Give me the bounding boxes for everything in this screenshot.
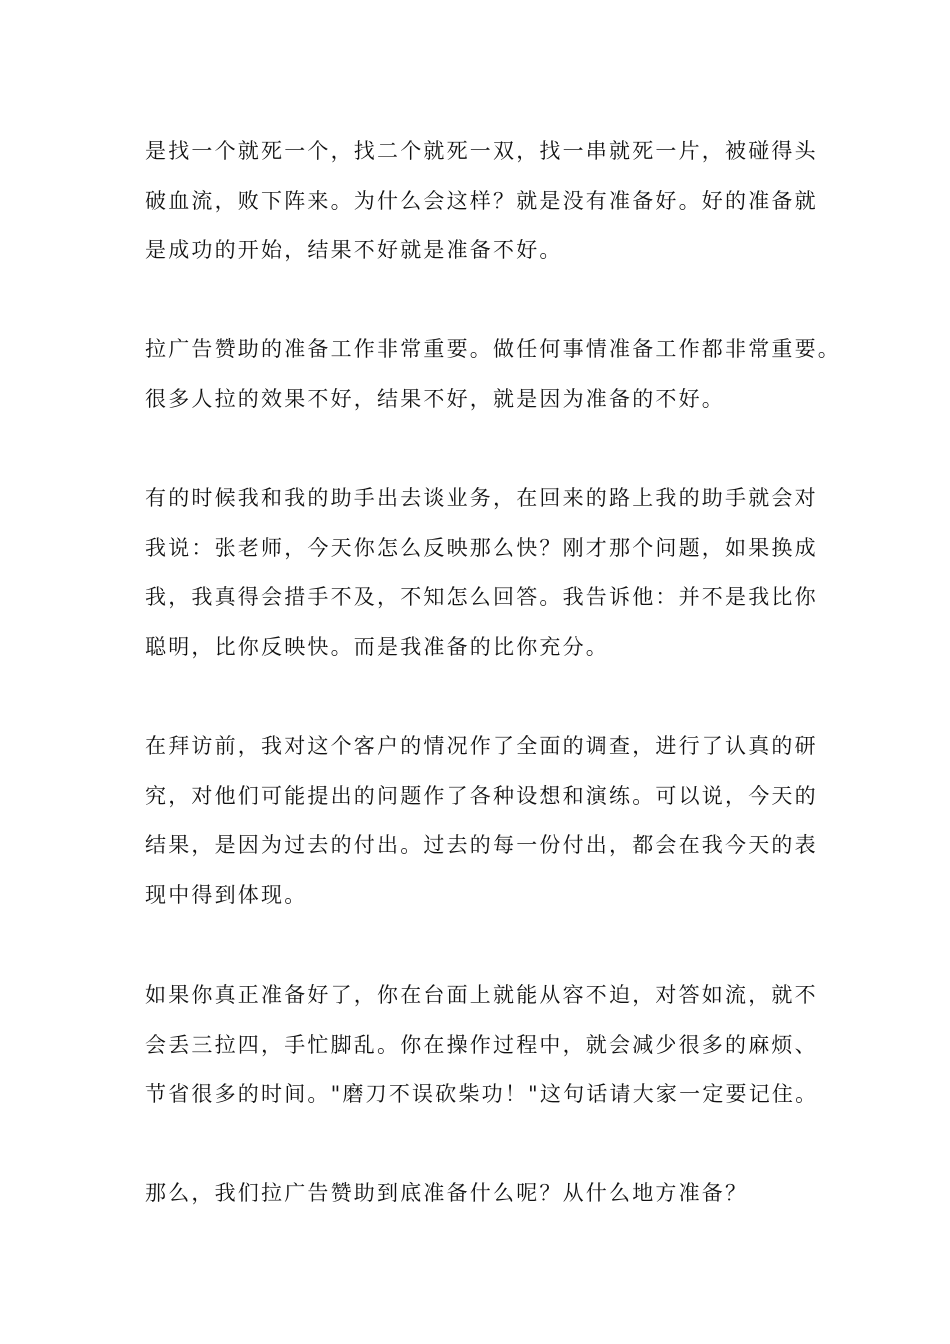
text-line: 结果，是因为过去的付出。过去的每一份付出，都会在我今天的表 xyxy=(145,833,818,857)
paragraph-5 xyxy=(145,971,825,1120)
paragraph-6 xyxy=(145,1169,825,1219)
text-line: 我说：张老师，今天你怎么反映那么快？刚才那个问题，如果换成 xyxy=(145,535,818,560)
paragraph-2 xyxy=(145,325,841,424)
text-line: 我，我真得会措手不及，不知怎么回答。我告诉他：并不是我比你 xyxy=(145,585,818,609)
text-line: 是成功的开始，结果不好就是准备不好。 xyxy=(145,238,563,262)
text-line: 在拜访前，我对这个客户的情况作了全面的调查，进行了认真的研 xyxy=(145,734,818,758)
text-line: 很多人拉的效果不好，结果不好，就是因为准备的不好。 xyxy=(145,386,725,411)
text-line: 那么，我们拉广告赞助到底准备什么呢？从什么地方准备？ xyxy=(145,1181,749,1205)
text-line: 究，对他们可能提出的问题作了各种设想和演练。可以说，今天的 xyxy=(145,783,818,808)
text-line: 现中得到体现。 xyxy=(145,882,308,907)
text-line: 是找一个就死一个，找二个就死一双，找一串就死一片，被碰得头 xyxy=(145,139,818,163)
text-line: 会丢三拉四，手忙脚乱。你在操作过程中，就会减少很多的麻烦、 xyxy=(145,1032,818,1057)
text-line: 有的时候我和我的助手出去谈业务，在回来的路上我的助手就会对 xyxy=(145,486,818,510)
text-line: 聪明，比你反映快。而是我准备的比你充分。 xyxy=(145,634,609,659)
paragraph-1 xyxy=(145,127,825,276)
text-line: 破血流，败下阵来。为什么会这样？就是没有准备好。好的准备就 xyxy=(145,188,818,213)
text-line: 拉广告赞助的准备工作非常重要。做任何事情准备工作都非常重要。 xyxy=(145,337,841,361)
text-line: 节省很多的时间。"磨刀不误砍柴功！"这句话请大家一定要记住。 xyxy=(145,1082,819,1106)
paragraph-3 xyxy=(145,474,825,672)
text-line: 如果你真正准备好了，你在台面上就能从容不迫，对答如流，就不 xyxy=(145,983,818,1007)
paragraph-4 xyxy=(145,722,825,920)
